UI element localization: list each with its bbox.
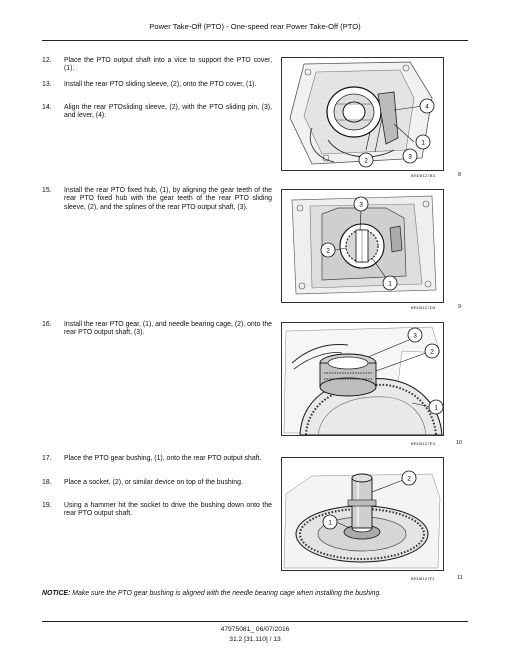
figure-9-illustration	[281, 189, 444, 303]
callout-4: 4	[425, 103, 429, 111]
figure-9-number: 9	[458, 304, 462, 310]
step-16	[42, 321, 272, 338]
callout-3: 3	[413, 332, 417, 340]
page-header-title: Power Take-Off (PTO) - One-speed rear Power Take-Off (PTO)	[149, 22, 361, 31]
step-text: Place the PTO output shaft into a vice to support the PTO cover, (1).	[64, 57, 272, 73]
step-14	[42, 104, 272, 121]
step-number: 13.	[42, 81, 52, 88]
footer-rule	[42, 621, 468, 622]
figure-8-number: 8	[458, 172, 462, 178]
step-number: 18.	[42, 479, 52, 486]
step-number: 17.	[42, 455, 52, 462]
callout-2: 2	[407, 475, 411, 483]
figure-10-id: BRD8127E4	[411, 441, 436, 446]
figure-8-illustration	[281, 57, 444, 171]
step-number: 19.	[42, 502, 52, 509]
step-text: Install the rear PTO sliding sleeve, (2), onto the PTO cover, (1).	[64, 81, 257, 88]
callout-1: 1	[328, 519, 332, 527]
step-text: Using a hammer hit the socket to drive the bushing down onto the rear PTO output shaft.	[64, 502, 272, 518]
step-12	[42, 57, 272, 74]
step-13	[42, 81, 272, 89]
callout-1: 1	[434, 404, 438, 412]
step-number: 12.	[42, 57, 52, 64]
notice-body: Make sure the PTO gear bushing is aligned with the needle bearing cage when installing the bushing.	[70, 590, 382, 597]
notice-text	[42, 590, 472, 597]
step-text: Install the rear PTO gear, (1), and needle bearing cage, (2), onto the rear PTO output shaft, (3).	[64, 321, 272, 337]
figure-9-id: BRD8127D5	[411, 305, 436, 310]
callout-1: 1	[388, 280, 392, 288]
callout-2: 2	[364, 157, 368, 165]
footer-doc-date: 47975081_ 06/07/2016	[220, 626, 290, 633]
footer-page-number: 31.2 [31.110] / 13	[229, 636, 281, 643]
callout-3: 3	[359, 201, 363, 209]
step-text: Place the PTO gear bushing, (1), onto the rear PTO output shaft.	[64, 455, 262, 462]
figure-11-number: 11	[457, 575, 463, 581]
step-number: 15.	[42, 187, 52, 194]
callout-2: 2	[326, 247, 330, 255]
figure-11-illustration	[281, 457, 444, 571]
callout-3: 3	[408, 153, 412, 161]
step-number: 16.	[42, 321, 52, 328]
figure-8-id: BRD8127B3	[411, 173, 436, 178]
figure-10-illustration	[281, 322, 444, 436]
step-text: Place a socket, (2), or similar device on top of the bushing.	[64, 479, 243, 486]
header-rule	[42, 40, 468, 41]
callout-1: 1	[421, 139, 425, 147]
figure-11-id: BRD8127F1	[411, 576, 435, 581]
step-text: Align the rear PTOsliding sleeve, (2), with the PTO sliding pin, (3), and lever, (4).	[64, 104, 272, 120]
notice-label: NOTICE:	[42, 590, 71, 597]
figure-10-number: 10	[456, 440, 463, 446]
callout-2: 2	[430, 348, 434, 356]
step-15	[42, 187, 272, 212]
step-text: Install the rear PTO fixed hub, (1), by aligning the gear teeth of the rear PTO fixed hub with the gear teeth of the rear PTO sliding sleeve, (2), and the splines of the rear PTO output shaft, (3).	[64, 187, 272, 211]
step-19	[42, 502, 272, 519]
step-17	[42, 455, 272, 463]
step-number: 14.	[42, 104, 52, 111]
step-18	[42, 479, 272, 487]
